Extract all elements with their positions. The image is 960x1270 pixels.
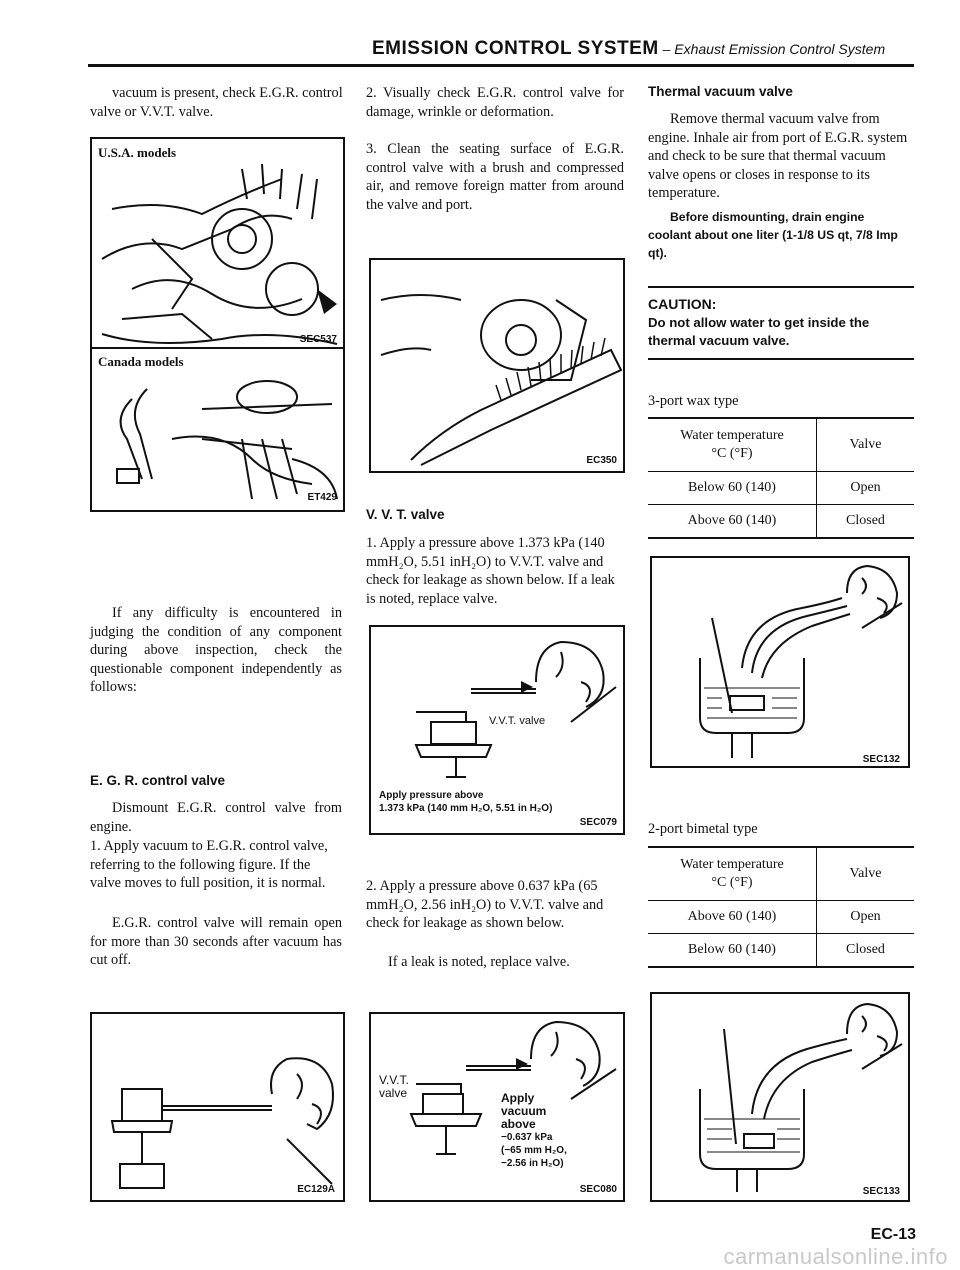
watermark-link[interactable]: carmanualsonline.info (723, 1244, 948, 1269)
figure-brush-clean (369, 258, 625, 473)
header-subtitle: – Exhaust Emission Control System (658, 41, 886, 57)
egr-paragraph-3: E.G.R. control valve will remain open for more than 30 seconds after vacuum has cut off. (90, 915, 342, 969)
fig-code-ec129a: EC129A (297, 1184, 335, 1195)
fig4-note-1: Apply pressure above (379, 790, 484, 801)
vvt-paragraph-1: 1. Apply a pressure above 1.373 kPa (140 mmH₂O, 5.51 inH₂O) to V.V.T. valve and check for leakage as shown below. If a leak is noted, replace valve. (366, 535, 615, 607)
thermal-vacuum-heading: Thermal vacuum valve (648, 84, 793, 99)
step3-text: 3. Clean the seating surface of E.G.R. control valve with a brush and compressed air, and remove foreign matter from around the valve and port. (366, 141, 624, 213)
fig-code-sec133: SEC133 (862, 1186, 900, 1197)
figure-wax-type (650, 556, 910, 768)
brush-illustration (371, 260, 623, 471)
table1-cell: Below 60 (140) (648, 472, 817, 505)
vvt-valve-label: V.V.T. valve (489, 715, 546, 727)
caution-rule-bottom (648, 358, 914, 360)
step2-text: 2. Visually check E.G.R. control valve for damage, wrinkle or deformation. (366, 85, 624, 120)
bimetal-type-illustration (652, 994, 908, 1200)
fig5-note-line: Apply (501, 1091, 535, 1105)
table2-cell: Above 60 (140) (648, 901, 817, 934)
table2-cell: Open (850, 909, 881, 924)
vvt-heading: V. V. T. valve (366, 507, 445, 522)
table2-header-temp-b: °C (°F) (711, 875, 753, 890)
caution-rule-top (648, 286, 914, 288)
vvt-paragraph-3: If a leak is noted, replace valve. (388, 954, 570, 970)
fig5-label-b: valve (379, 1086, 408, 1100)
table1-cell: Closed (846, 513, 885, 528)
vvt-vacuum-illustration (371, 1014, 623, 1200)
page-header (372, 38, 885, 60)
figure-vvt-vacuum (369, 1012, 625, 1202)
table2-cell: Below 60 (140) (648, 934, 817, 968)
fig5-note-line: −2.56 in H₂O) (501, 1158, 564, 1169)
bimetal-type-table (648, 846, 914, 968)
egr-vacuum-illustration (92, 1014, 343, 1200)
fig5-note-line: above (501, 1117, 536, 1131)
figure-bimetal-type (650, 992, 910, 1202)
fig5-label-a: V.V.T. (379, 1073, 409, 1087)
difficulty-paragraph: If any difficulty is encountered in judging the condition of any component during above inspection, check the questionable component independently as follows: (90, 605, 342, 696)
wax-type-table (648, 417, 914, 539)
fig-label-usa: U.S.A. models (98, 145, 177, 160)
figure-vvt-pressure (369, 625, 625, 835)
fig-code-et429: ET429 (307, 492, 337, 503)
wax-type-title: 3-port wax type (648, 393, 739, 409)
figure-egr-models (90, 137, 345, 512)
table1-header-valve: Valve (849, 437, 882, 452)
caution-text: Do not allow water to get inside the thermal vacuum valve. (648, 315, 870, 348)
fig-label-canada: Canada models (98, 354, 184, 369)
egr-heading: E. G. R. control valve (90, 773, 226, 788)
fig-code-sec537: SEC537 (299, 334, 337, 345)
table1-header-temp-b: °C (°F) (711, 446, 753, 461)
fig5-note (501, 1092, 567, 1170)
fig5-note-line: −0.637 kPa (501, 1132, 553, 1143)
table2-header-temp-a: Water temperature (680, 857, 784, 872)
header-rule (88, 64, 914, 67)
fig5-note-line: vacuum (501, 1104, 547, 1118)
fig-code-sec132: SEC132 (862, 754, 900, 765)
fig-code-sec079: SEC079 (579, 817, 617, 828)
fig5-vvt-label (379, 1074, 409, 1100)
fig-code-ec350: EC350 (586, 455, 617, 466)
table2-header-temp (648, 847, 817, 901)
drain-note: Before dismounting, drain engine coolant about one liter (1-1/8 US qt, 7/8 Imp qt). (648, 210, 898, 260)
table1-header-temp-a: Water temperature (680, 428, 784, 443)
fig4-note-2: 1.373 kPa (140 mm H₂O, 5.51 in H₂O) (379, 803, 553, 814)
table2-cell: Closed (846, 942, 885, 957)
egr-paragraph-1: Dismount E.G.R. control valve from engine. (90, 800, 342, 835)
egr-paragraph-2: 1. Apply vacuum to E.G.R. control valve, referring to the following figure. If the valve moves to full position, it is normal. (90, 838, 328, 892)
bimetal-type-title: 2-port bimetal type (648, 821, 758, 837)
figure-egr-vacuum (90, 1012, 345, 1202)
engine-illustration (92, 139, 343, 510)
page-number: EC-13 (870, 1226, 916, 1243)
header-title: EMISSION CONTROL SYSTEM (372, 38, 659, 59)
table2-header-valve: Valve (849, 866, 882, 881)
intro-text: vacuum is present, check E.G.R. control valve or V.V.T. valve. (90, 85, 343, 120)
thermal-vacuum-paragraph: Remove thermal vacuum valve from engine. Inhale air from port of E.G.R. system and check to be sure that thermal vacuum valve opens or closes in response to its temperature. (648, 111, 908, 202)
vvt-paragraph-2: 2. Apply a pressure above 0.637 kPa (65 mmH₂O, 2.56 inH₂O) to V.V.T. valve and check for leakage as shown below. (366, 878, 604, 932)
table1-cell: Above 60 (140) (648, 505, 817, 539)
wax-type-illustration (652, 558, 908, 766)
fig-code-sec080: SEC080 (579, 1184, 617, 1195)
fig5-note-line: (−65 mm H₂O, (501, 1145, 567, 1156)
table1-cell: Open (850, 480, 881, 495)
table1-header-temp (648, 418, 817, 472)
caution-title: CAUTION: (648, 296, 717, 312)
